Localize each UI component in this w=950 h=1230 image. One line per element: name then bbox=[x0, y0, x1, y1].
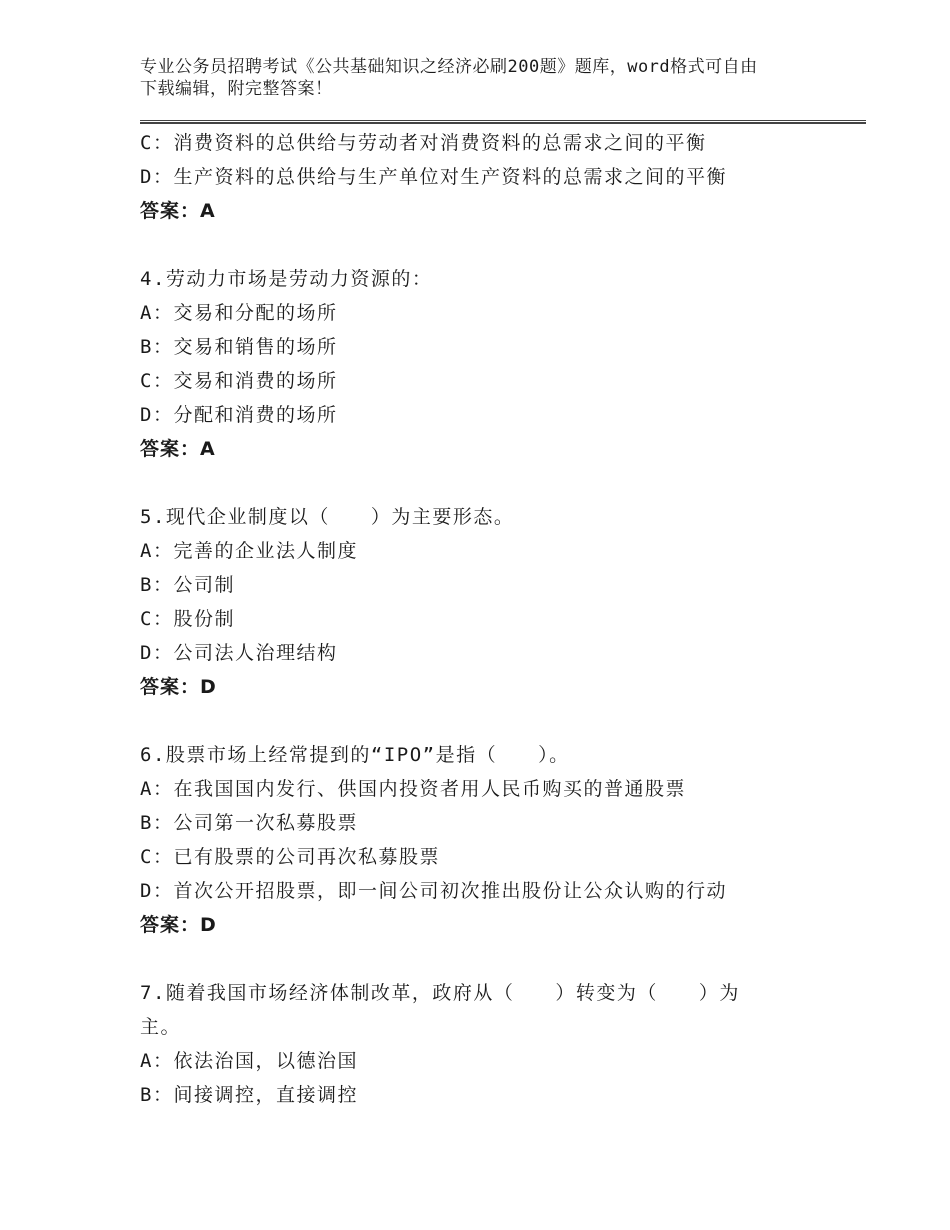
question-7-text-line-2: 主。 bbox=[140, 1016, 182, 1038]
question-5-text: 5.现代企业制度以（ ）为主要形态。 bbox=[140, 506, 515, 528]
question-5-option-a: A：完善的企业法人制度 bbox=[140, 540, 358, 562]
question-6-option-b: B：公司第一次私募股票 bbox=[140, 812, 358, 834]
question-7-option-a: A：依法治国，以德治国 bbox=[140, 1050, 358, 1072]
question-6 bbox=[140, 738, 840, 942]
question-7-option-b: B：间接调控，直接调控 bbox=[140, 1084, 358, 1106]
question-3 bbox=[140, 126, 840, 228]
header-divider bbox=[140, 120, 866, 124]
question-5-option-d: D：公司法人治理结构 bbox=[140, 642, 338, 664]
question-6-option-a: A：在我国国内发行、供国内投资者用人民币购买的普通股票 bbox=[140, 778, 686, 800]
question-4-option-c: C：交易和消费的场所 bbox=[140, 370, 338, 392]
document-header bbox=[140, 56, 820, 100]
question-6-answer: 答案：D bbox=[140, 914, 217, 936]
header-line-1: 专业公务员招聘考试《公共基础知识之经济必刷200题》题库，word格式可自由 bbox=[140, 57, 758, 77]
question-5-option-c: C：股份制 bbox=[140, 608, 235, 630]
question-4-option-a: A：交易和分配的场所 bbox=[140, 302, 338, 324]
question-5-answer: 答案：D bbox=[140, 676, 217, 698]
spacer bbox=[140, 942, 840, 976]
question-3-option-c: C：消费资料的总供给与劳动者对消费资料的总需求之间的平衡 bbox=[140, 132, 707, 154]
question-4-answer: 答案：A bbox=[140, 438, 216, 460]
spacer bbox=[140, 704, 840, 738]
spacer bbox=[140, 228, 840, 262]
question-4-text: 4.劳动力市场是劳动力资源的： bbox=[140, 268, 433, 290]
question-content bbox=[140, 126, 840, 1112]
header-line-2: 下载编辑，附完整答案！ bbox=[140, 79, 333, 99]
question-3-answer: 答案：A bbox=[140, 200, 216, 222]
question-3-option-d: D：生产资料的总供给与生产单位对生产资料的总需求之间的平衡 bbox=[140, 166, 727, 188]
question-5-option-b: B：公司制 bbox=[140, 574, 235, 596]
question-4 bbox=[140, 262, 840, 466]
question-6-text: 6.股票市场上经常提到的“IPO”是指（ ）。 bbox=[140, 744, 570, 766]
question-4-option-d: D：分配和消费的场所 bbox=[140, 404, 338, 426]
spacer bbox=[140, 466, 840, 500]
question-6-option-d: D：首次公开招股票，即一间公司初次推出股份让公众认购的行动 bbox=[140, 880, 727, 902]
question-7-text-line-1: 7.随着我国市场经济体制改革，政府从（ ）转变为（ ）为 bbox=[140, 982, 740, 1004]
question-6-option-c: C：已有股票的公司再次私募股票 bbox=[140, 846, 440, 868]
question-4-option-b: B：交易和销售的场所 bbox=[140, 336, 338, 358]
question-5 bbox=[140, 500, 840, 704]
question-7 bbox=[140, 976, 840, 1112]
